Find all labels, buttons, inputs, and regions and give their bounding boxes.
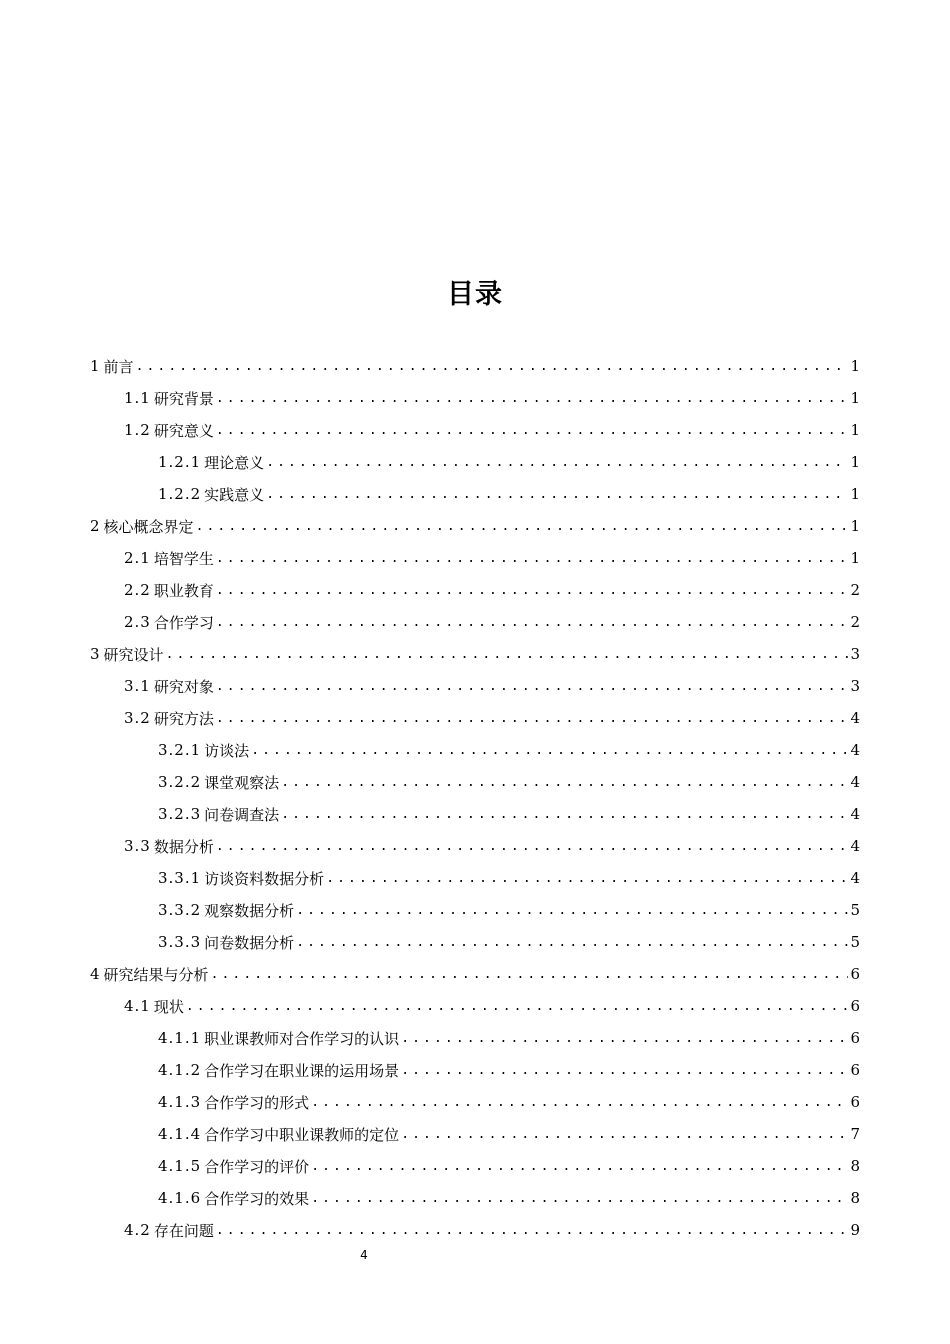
toc-entry-title: 现状 (153, 997, 184, 1016)
toc-dot-leader (281, 807, 848, 822)
toc-entry-page: 5 (850, 933, 860, 951)
toc-entry-title: 合作学习 (153, 613, 214, 632)
toc-entry-number: 4 (90, 965, 101, 983)
toc-entry[interactable] (90, 894, 860, 926)
toc-dot-leader (216, 615, 848, 630)
toc-entry-page: 1 (850, 517, 860, 535)
toc-entry[interactable] (90, 542, 860, 574)
toc-entry-title: 核心概念界定 (103, 517, 194, 536)
toc-entry-page: 9 (850, 1221, 860, 1239)
toc-entry[interactable] (90, 446, 860, 478)
toc-entry[interactable] (90, 638, 860, 670)
toc-entry-number: 2 (90, 517, 101, 535)
toc-entry[interactable] (90, 734, 860, 766)
toc-entry[interactable] (90, 798, 860, 830)
toc-entry[interactable] (90, 574, 860, 606)
toc-entry[interactable] (90, 766, 860, 798)
toc-entry-page: 6 (850, 1029, 860, 1047)
toc-title: 目录 (447, 279, 503, 310)
toc-entry-number: 3.2.1 (158, 741, 202, 759)
toc-entry[interactable] (90, 990, 860, 1022)
toc-entry-title: 研究意义 (153, 421, 214, 440)
toc-dot-leader (401, 1127, 848, 1142)
toc-entry-number: 3.1 (124, 677, 151, 695)
toc-dot-leader (401, 1031, 848, 1046)
toc-entry-title: 前言 (103, 357, 134, 376)
toc-entry-title: 研究结果与分析 (103, 965, 209, 984)
toc-entry-title: 课堂观察法 (204, 773, 280, 792)
toc-entry[interactable] (90, 830, 860, 862)
toc-dot-leader (266, 487, 848, 502)
toc-entry[interactable] (90, 862, 860, 894)
toc-dot-leader (401, 1063, 848, 1078)
toc-dot-leader (216, 711, 848, 726)
toc-entry[interactable] (90, 1182, 860, 1214)
toc-entry-number: 4.1.4 (158, 1125, 202, 1143)
toc-dot-leader (296, 935, 848, 950)
toc-dot-leader (251, 743, 848, 758)
toc-dot-leader (216, 1223, 848, 1238)
toc-entry-number: 3.3 (124, 837, 151, 855)
toc-dot-leader (311, 1095, 848, 1110)
toc-entry-number: 3.3.3 (158, 933, 202, 951)
toc-entry-number: 2.1 (124, 549, 151, 567)
toc-entry-title: 合作学习在职业课的运用场景 (204, 1061, 400, 1080)
toc-entry-page: 3 (850, 677, 860, 695)
toc-dot-leader (216, 391, 848, 406)
toc-entry[interactable] (90, 414, 860, 446)
toc-entry[interactable] (90, 382, 860, 414)
toc-dot-leader (216, 679, 848, 694)
toc-entry-number: 1.2 (124, 421, 151, 439)
toc-entry-page: 8 (850, 1189, 860, 1207)
toc-entry[interactable] (90, 1086, 860, 1118)
toc-entry-number: 1.1 (124, 389, 151, 407)
toc-entry-title: 培智学生 (153, 549, 214, 568)
toc-entry-page: 2 (850, 613, 860, 631)
toc-dot-leader (296, 903, 848, 918)
page-number: 4 (360, 1248, 368, 1262)
toc-entry-page: 8 (850, 1157, 860, 1175)
toc-entry-page: 4 (850, 837, 860, 855)
toc-entry-number: 4.1.3 (158, 1093, 202, 1111)
toc-entry-page: 2 (850, 581, 860, 599)
toc-entry[interactable] (90, 1054, 860, 1086)
toc-dot-leader (216, 839, 848, 854)
toc-entry-title: 数据分析 (153, 837, 214, 856)
toc-dot-leader (196, 519, 848, 534)
toc-dot-leader (311, 1191, 848, 1206)
toc-entry[interactable] (90, 702, 860, 734)
toc-entry-number: 1.2.1 (158, 453, 202, 471)
toc-entry[interactable] (90, 1118, 860, 1150)
toc-entry-number: 3 (90, 645, 101, 663)
toc-entry-title: 问卷数据分析 (204, 933, 295, 952)
toc-entry-page: 4 (850, 709, 860, 727)
toc-entry[interactable] (90, 1150, 860, 1182)
toc-entry-number: 4.2 (124, 1221, 151, 1239)
toc-entry-page: 1 (850, 485, 860, 503)
toc-entry-title: 观察数据分析 (204, 901, 295, 920)
toc-entry-title: 访谈资料数据分析 (204, 869, 325, 888)
toc-entry-title: 合作学习的评价 (204, 1157, 310, 1176)
toc-entry[interactable] (90, 478, 860, 510)
toc-entry-title: 实践意义 (204, 485, 265, 504)
toc-entry-title: 职业课教师对合作学习的认识 (204, 1029, 400, 1048)
toc-entry-number: 1 (90, 357, 101, 375)
toc-entry[interactable] (90, 606, 860, 638)
toc-entry-page: 6 (850, 997, 860, 1015)
toc-entry-number: 1.2.2 (158, 485, 202, 503)
toc-dot-leader (311, 1159, 848, 1174)
toc-entry-title: 研究背景 (153, 389, 214, 408)
toc-dot-leader (266, 455, 848, 470)
toc-entry-number: 3.2.2 (158, 773, 202, 791)
toc-entry-number: 4.1.1 (158, 1029, 202, 1047)
toc-entry[interactable] (90, 926, 860, 958)
toc-entry-page: 1 (850, 549, 860, 567)
toc-dot-leader (136, 359, 848, 374)
toc-entry-number: 4.1.5 (158, 1157, 202, 1175)
table-of-contents (90, 350, 860, 1246)
toc-entry[interactable] (90, 958, 860, 990)
toc-entry-page: 6 (850, 965, 860, 983)
toc-entry-page: 7 (850, 1125, 860, 1143)
toc-dot-leader (281, 775, 848, 790)
toc-entry-title: 合作学习的效果 (204, 1189, 310, 1208)
toc-entry-page: 5 (850, 901, 860, 919)
toc-entry-page: 4 (850, 805, 860, 823)
toc-dot-leader (216, 551, 848, 566)
toc-entry-title: 研究方法 (153, 709, 214, 728)
toc-entry-number: 4.1.6 (158, 1189, 202, 1207)
toc-entry-number: 4.1 (124, 997, 151, 1015)
toc-dot-leader (326, 871, 848, 886)
toc-entry-page: 6 (850, 1061, 860, 1079)
toc-entry[interactable] (90, 510, 860, 542)
toc-entry-number: 4.1.2 (158, 1061, 202, 1079)
toc-entry[interactable] (90, 350, 860, 382)
toc-entry-title: 合作学习的形式 (204, 1093, 310, 1112)
toc-entry-page: 1 (850, 421, 860, 439)
toc-entry[interactable] (90, 1022, 860, 1054)
toc-entry-title: 访谈法 (204, 741, 250, 760)
toc-entry-title: 研究对象 (153, 677, 214, 696)
toc-entry-title: 存在问题 (153, 1221, 214, 1240)
toc-entry-title: 职业教育 (153, 581, 214, 600)
toc-entry-title: 合作学习中职业课教师的定位 (204, 1125, 400, 1144)
toc-entry-page: 6 (850, 1093, 860, 1111)
toc-entry-page: 4 (850, 741, 860, 759)
toc-entry-page: 1 (850, 453, 860, 471)
toc-entry[interactable] (90, 670, 860, 702)
toc-entry-title: 问卷调查法 (204, 805, 280, 824)
toc-entry-number: 3.3.1 (158, 869, 202, 887)
toc-entry[interactable] (90, 1214, 860, 1246)
toc-entry-title: 理论意义 (204, 453, 265, 472)
toc-entry-number: 2.2 (124, 581, 151, 599)
toc-entry-page: 4 (850, 869, 860, 887)
toc-entry-number: 3.2.3 (158, 805, 202, 823)
toc-entry-number: 3.3.2 (158, 901, 202, 919)
toc-entry-title: 研究设计 (103, 645, 164, 664)
toc-entry-number: 3.2 (124, 709, 151, 727)
toc-dot-leader (166, 647, 848, 662)
toc-dot-leader (186, 999, 848, 1014)
toc-entry-page: 1 (850, 389, 860, 407)
toc-entry-page: 3 (850, 645, 860, 663)
toc-entry-page: 1 (850, 357, 860, 375)
toc-entry-number: 2.3 (124, 613, 151, 631)
toc-dot-leader (216, 423, 848, 438)
toc-dot-leader (216, 583, 848, 598)
toc-dot-leader (211, 967, 848, 982)
toc-entry-page: 4 (850, 773, 860, 791)
